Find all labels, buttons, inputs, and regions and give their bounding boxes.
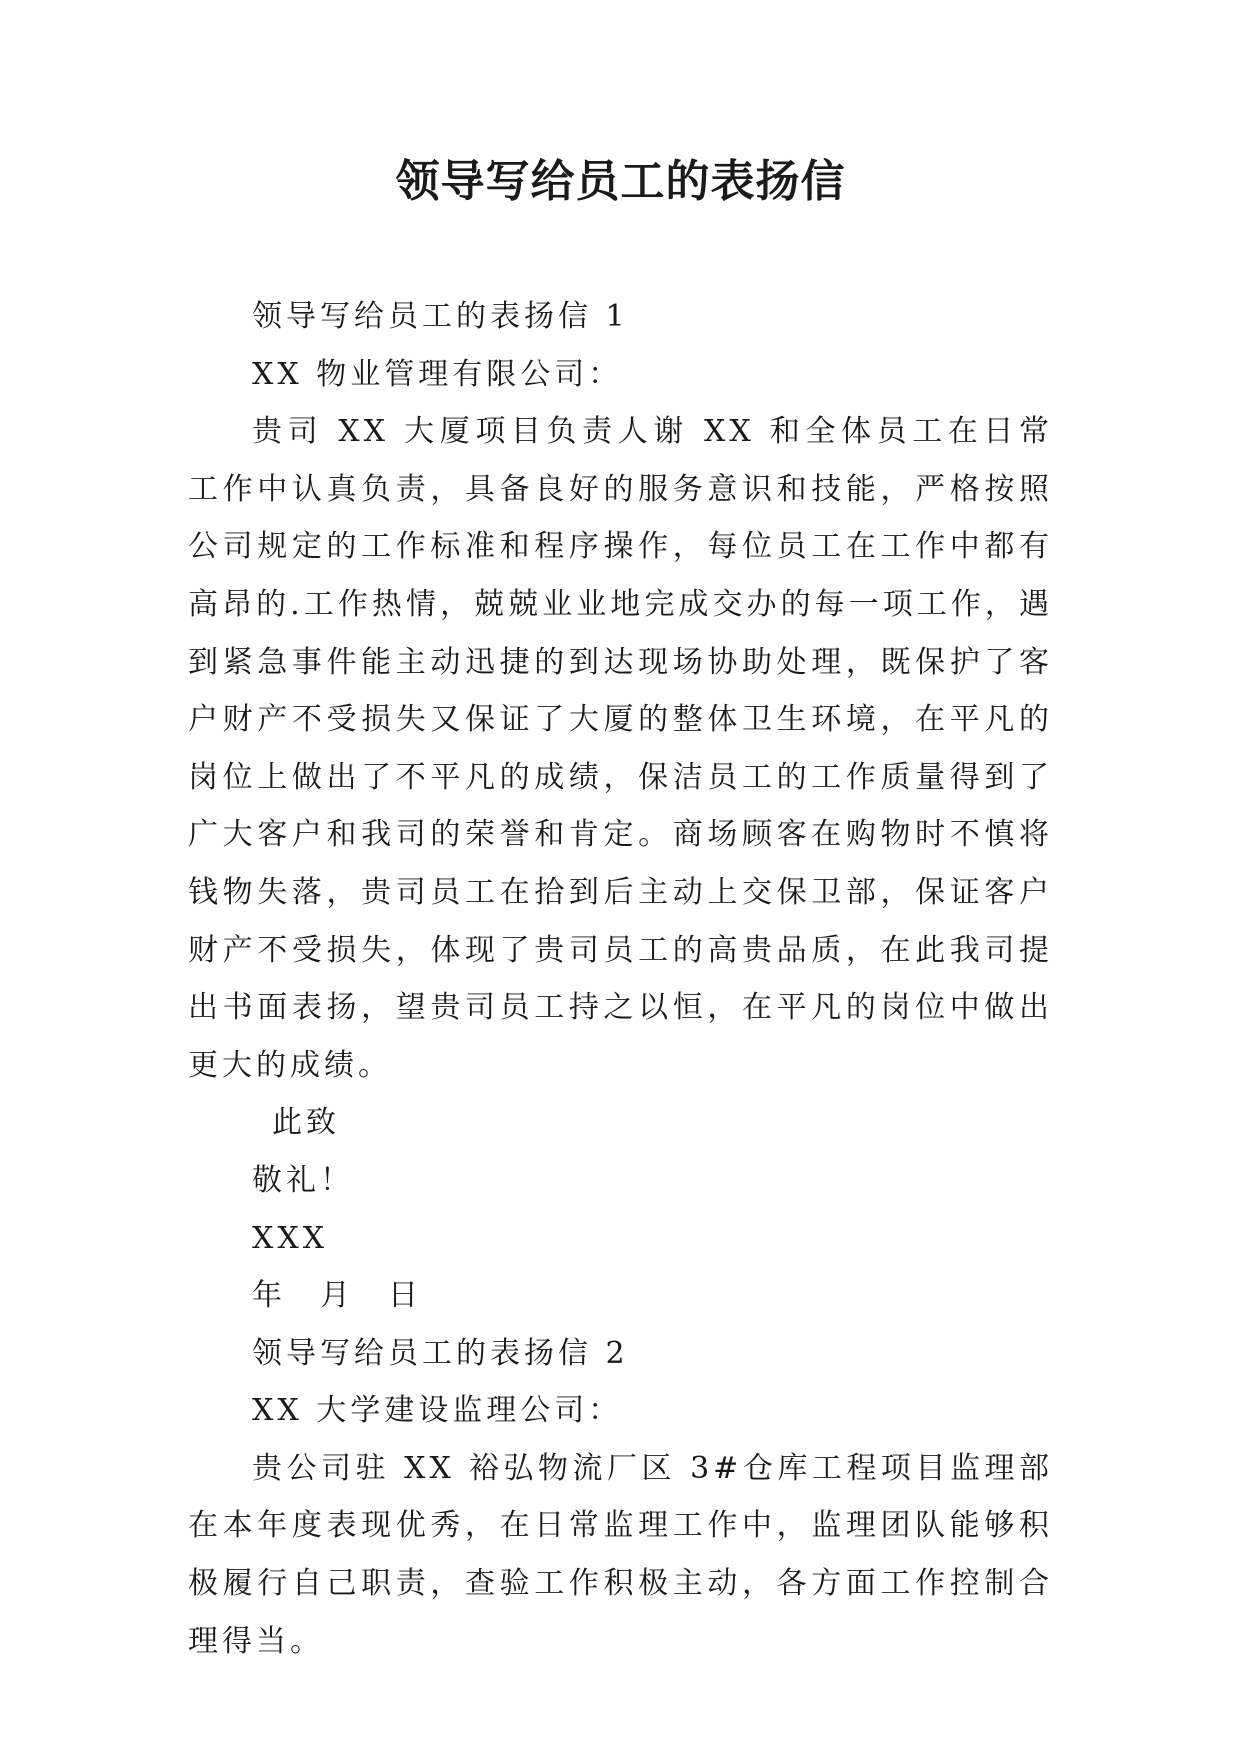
letter-1-body: 贵司 XX 大厦项目负责人谢 XX 和全体员工在日常工作中认真负责，具备良好的服务意识和技能，严格按照公司规定的工作标准和程序操作，每位员工在工作中都有高昂的.工作热情，兢兢业业地完成交办的每一项工作，遇到紧急事件能主动迅捷的到达现场协助处理，既保护了客户财产不受损失又保证了大厦的整体卫生环境，在平凡的岗位上做出了不平凡的成绩，保洁员工的工作质量得到了广大客户和我司的荣誉和肯定。商场顾客在购物时不慎将钱物失落，贵司员工在拾到后主动上交保卫部，保证客户财产不受损失，体现了贵司员工的高贵品质，在此我司提出书面表扬，望贵司员工持之以恒，在平凡的岗位中做出更大的成绩。 xyxy=(188,414,1053,1083)
letter-1-salutation: 敬礼！ xyxy=(252,1162,354,1198)
letter-2-recipient: XX 大学建设监理公司： xyxy=(252,1393,623,1429)
letter-2-body: 贵公司驻 XX 裕弘物流厂区 3#仓库工程项目监理部在本年度表现优秀，在日常监理工作中，监理团队能够积极履行自己职责，查验工作积极主动，各方面工作控制合理得当。 xyxy=(188,1450,1053,1659)
letter-1-heading: 领导写给员工的表扬信 1 xyxy=(252,299,629,334)
letter-2-heading: 领导写给员工的表扬信 2 xyxy=(252,1335,629,1371)
letter-1-date: 年 月 日 xyxy=(252,1278,422,1314)
document-title: 领导写给员工的表扬信 xyxy=(395,156,846,207)
letter-1-signature: XXX xyxy=(252,1220,329,1256)
letter-1-recipient: XX 物业管理有限公司： xyxy=(252,356,623,392)
letter-1-closing: 此致 xyxy=(272,1105,340,1141)
document-body xyxy=(188,288,1053,1670)
